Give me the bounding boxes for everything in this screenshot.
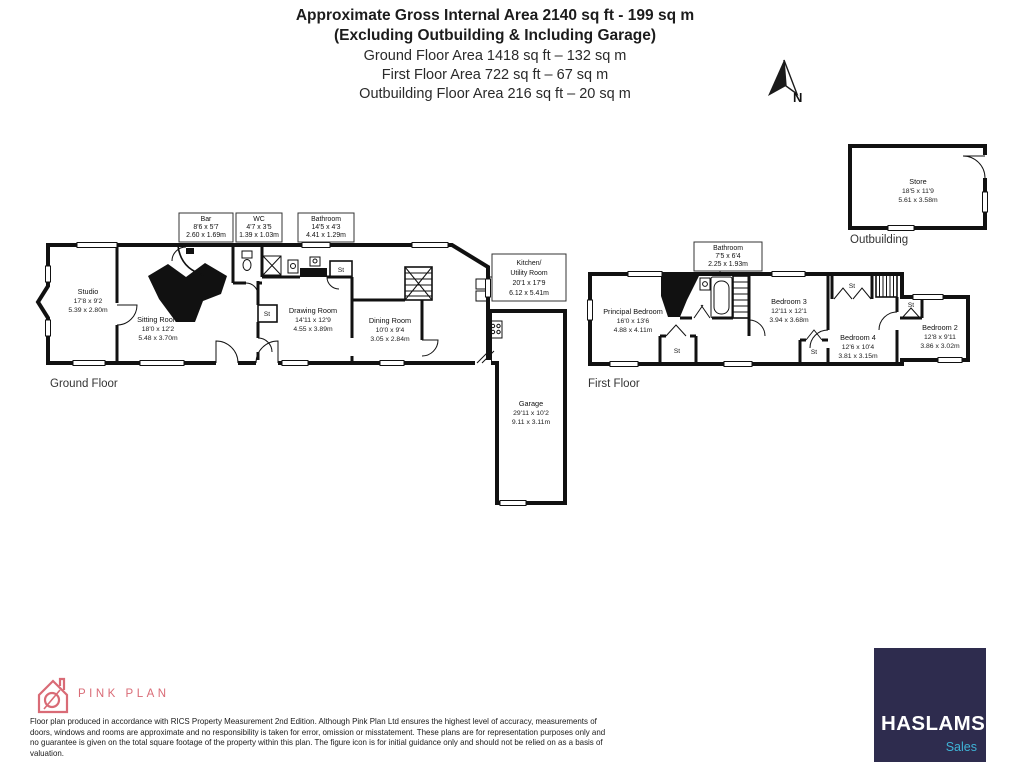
drawing-room-m: 4.55 x 3.89m (293, 326, 333, 333)
bedroom-2-m: 3.86 x 3.02m (920, 343, 960, 350)
sitting-room-m: 5.48 x 3.70m (138, 335, 178, 342)
dining-room-label: Dining Room (368, 316, 412, 325)
bedroom-2-label: Bedroom 2 (922, 323, 958, 332)
bedroom-2-ft: 12'8 x 9'11 (924, 334, 956, 341)
title-line-3: Ground Floor Area 1418 sq ft – 132 sq m (363, 47, 627, 64)
haslams-sales: Sales (945, 740, 977, 754)
garage-label: Garage (518, 399, 544, 408)
bathroom-ff-callout-ft: 7'5 x 6'4 (715, 253, 741, 260)
garage-m: 9.11 x 3.11m (511, 419, 551, 426)
sitting-room-label: Sitting Room (137, 315, 179, 324)
sitting-room-ft: 18'0 x 12'2 (141, 326, 175, 333)
compass-n-label: N (793, 90, 803, 105)
studio-label: Studio (77, 287, 99, 296)
kitchen-callout-name2: Utility Room (510, 270, 548, 277)
wc-callout-name: WC (253, 216, 265, 223)
kitchen-callout-ft: 20'1 x 17'9 (512, 280, 546, 287)
title-line-1: Approximate Gross Internal Area 2140 sq ft - 199 sq m (295, 7, 695, 24)
bedroom-4-ft: 12'6 x 10'4 (841, 344, 875, 351)
north-arrow-icon (768, 60, 802, 105)
bedroom-3-label: Bedroom 3 (771, 297, 807, 306)
principal-bedroom-ft: 16'0 x 13'6 (616, 318, 650, 325)
pink-plan-wordmark: PINK PLAN (78, 688, 170, 700)
bedroom-4-m: 3.81 x 3.15m (838, 353, 878, 360)
haslams-logo (874, 648, 986, 762)
bathroom-ff-callout-m: 2.25 x 1.93m (708, 261, 748, 268)
studio-m: 5.39 x 2.80m (68, 307, 108, 314)
bathroom-gf-callout-name: Bathroom (311, 216, 341, 223)
garage-ft: 29'11 x 10'2 (513, 410, 549, 417)
title-line-5: Outbuilding Floor Area 216 sq ft – 20 sq m (359, 86, 631, 103)
principal-bedroom-m: 4.88 x 4.11m (613, 327, 653, 334)
kitchen-callout-name1: Kitchen/ (516, 260, 542, 267)
st-ff-top: St (848, 283, 856, 290)
st-ff-bed4: St (810, 349, 818, 356)
ground-floor-plan (38, 243, 565, 506)
kitchen-callout-m: 6.12 x 5.41m (509, 290, 549, 297)
dining-room-m: 3.05 x 2.84m (370, 336, 410, 343)
ground-floor-label: Ground Floor (50, 378, 118, 390)
st-gf-bathroom: St (337, 267, 345, 274)
pink-plan-logo-icon (39, 679, 67, 712)
bedroom-4-label: Bedroom 4 (840, 333, 876, 342)
bedroom-3-m: 3.94 x 3.68m (769, 317, 809, 324)
bar-callout-ft: 8'6 x 5'7 (193, 224, 219, 231)
drawing-room-label: Drawing Room (288, 306, 338, 315)
title-line-2: (Excluding Outbuilding & Including Garage) (333, 27, 657, 45)
principal-bedroom-label: Principal Bedroom (603, 307, 663, 316)
st-ff-bed2: St (907, 302, 915, 309)
bathroom-ff-callout-name: Bathroom (713, 245, 743, 252)
disclaimer-text: Floor plan produced in accordance with RICS Property Measurement 2nd Edition. Although Pink Plan Ltd ensures the highest level of accuracy, measurements of doors, windows and rooms are approximate and no responsibility is taken for error, omission or misstatement. These plans are for representation purposes only and no guarantee is given on the total square footage of the property within this plan. The figure icon is for initial guidance only and should not be relied on as a basis of valuation. (30, 717, 606, 758)
bathroom-gf-callout-ft: 14'5 x 4'3 (311, 224, 341, 231)
bedroom-3-ft: 12'11 x 12'1 (771, 308, 807, 315)
drawing-room-ft: 14'11 x 12'9 (295, 317, 331, 324)
haslams-name: HASLAMS (881, 712, 986, 735)
wc-callout-m: 1.39 x 1.03m (239, 232, 279, 239)
bar-callout-name: Bar (200, 216, 212, 223)
st-gf-hall: St (263, 311, 271, 318)
outbuilding-label: Outbuilding (850, 234, 909, 246)
wc-callout-ft: 4'7 x 3'5 (246, 224, 272, 231)
bathroom-gf-callout-m: 4.41 x 1.29m (306, 232, 346, 239)
store-m: 5.61 x 3.58m (898, 197, 938, 204)
bar-callout-m: 2.60 x 1.69m (186, 232, 226, 239)
studio-ft: 17'8 x 9'2 (73, 298, 103, 305)
dining-room-ft: 10'0 x 9'4 (375, 327, 405, 334)
first-floor-label: First Floor (588, 378, 640, 390)
store-ft: 18'5 x 11'9 (902, 188, 934, 195)
st-ff-principal: St (673, 348, 681, 355)
store-label: Store (909, 177, 927, 186)
title-line-4: First Floor Area 722 sq ft – 67 sq m (381, 67, 609, 84)
